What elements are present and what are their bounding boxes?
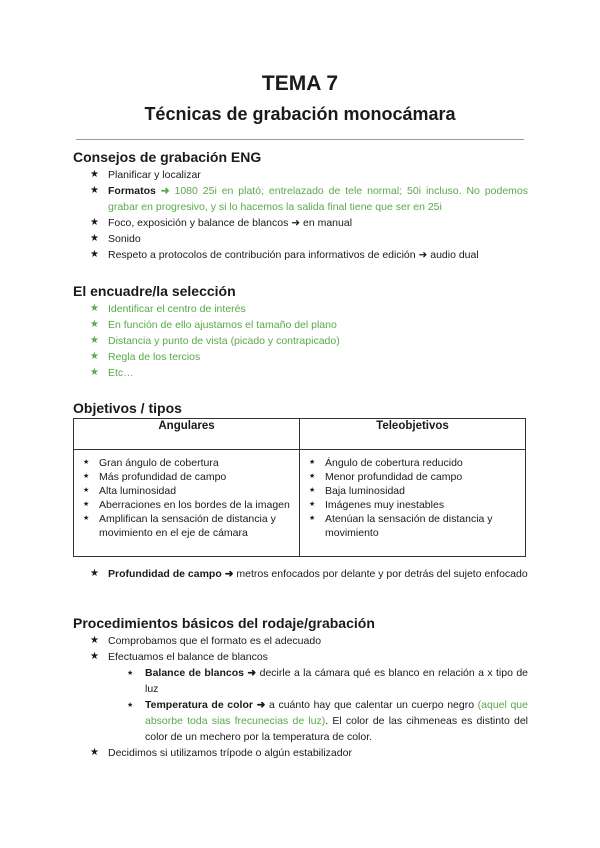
star-bullet-icon: ★ [90,367,99,378]
list-item: ★ Menor profundidad de campo [309,471,463,483]
bullet-icon: ★ [83,501,90,508]
list-item: ★ Distancia y punto de vista (picado y contrapicado) [90,335,340,347]
bullet-icon: ★ [309,501,316,508]
list-item: ★ Planificar y localizar [90,169,201,181]
section-heading-eng: Consejos de grabación ENG [73,149,262,165]
small-star-bullet-icon: ★ [127,702,134,709]
list-item: ★ En función de ello ajustamos el tamaño del plano [90,319,337,331]
list-item: ★ Profundidad de campo ➜ metros enfocados por delante y por detrás del sujeto enfocado [90,568,528,580]
title-divider [76,139,524,140]
lens-types-table [73,418,526,557]
depth-of-field-note [90,566,528,582]
framing-list [90,301,528,381]
list-item: ★ Baja luminosidad [309,485,405,497]
list-item: ★ Regla de los tercios [90,351,201,363]
table-cell-teleobjetivos [300,450,526,557]
list-item: ★ Aberraciones en los bordes de la imagen [83,499,290,511]
list-item: ★ Respeto a protocolos de contribución para informativos de edición ➜ audio dual [90,249,479,261]
star-bullet-icon: ★ [90,568,99,579]
bullet-icon: ★ [83,515,90,522]
list-item: ★ Temperatura de color ➜ a cuánto hay que calentar un cuerpo negro (aquel que absorbe toda sias frecunecias de luz). El color de las cihmeneas es distinto del color de un mechero por la temperatura de color. [127,699,528,743]
list-item: ★ Etc… [90,367,134,379]
white-balance-sublist [127,665,528,745]
star-bullet-icon: ★ [90,351,99,362]
list-item: ★ Efectuamos el balance de blancos ★ Balance de blancos ➜ decirle a la cámara qué es blanco en relación a x tipo de luz ★ Temperatura de color ➜ a cuánto hay que calentar un cuerpo negro (aquel que absorbe toda sias frecunecias de luz). El color de las cihmeneas es distinto del color de un mechero por la temperatura de color. [90,651,529,743]
list-item: ★ Gran ángulo de cobertura [83,457,219,469]
table-header-angulares: Angulares [74,419,300,450]
star-bullet-icon: ★ [90,249,99,260]
list-item: ★ Foco, exposición y balance de blancos ➜ en manual [90,217,353,229]
star-bullet-icon: ★ [90,335,99,346]
section-heading-procedimientos: Procedimientos básicos del rodaje/grabación [73,615,375,631]
star-bullet-icon: ★ [90,635,99,646]
arrow-icon: ➜ [247,667,257,679]
eng-tips-list [90,167,528,263]
bullet-icon: ★ [309,487,316,494]
table-cell-angulares [74,450,300,557]
list-item: ★ Alta luminosidad [83,485,177,497]
list-item: ★ Formatos ➜ 1080 25i en plató; entrelazado de tele normal; 50i incluso. No podemos grabar en progresivo, y si lo hacemos la salida final tiene que ser en 25i [90,185,528,213]
small-star-bullet-icon: ★ [127,670,134,677]
section-heading-encuadre: El encuadre/la selección [73,283,236,299]
star-bullet-icon: ★ [90,185,99,196]
star-bullet-icon: ★ [90,319,99,330]
arrow-icon: ➜ [224,568,234,580]
list-item: ★ Sonido [90,233,141,245]
arrow-icon: ➜ [160,185,170,197]
bullet-icon: ★ [83,487,90,494]
list-item: ★ Ángulo de cobertura reducido [309,457,463,469]
table-header-teleobjetivos: Teleobjetivos [300,419,526,450]
bullet-icon: ★ [309,473,316,480]
list-item: ★ Comprobamos que el formato es el adecuado [90,635,322,647]
page-title: TEMA 7 [261,72,339,95]
bullet-icon: ★ [309,515,316,522]
list-item: ★ Más profundidad de campo [83,471,227,483]
list-item: ★ Amplifican la sensación de distancia y movimiento en el eje de cámara [83,513,276,539]
list-item: ★ Identificar el centro de interés [90,303,246,315]
list-item: ★ Atenúan la sensación de distancia y movimiento [309,513,493,539]
bullet-icon: ★ [83,473,90,480]
page-subtitle: Técnicas de grabación monocámara [144,104,456,124]
star-bullet-icon: ★ [90,651,99,662]
arrow-icon: ➜ [256,699,266,711]
star-bullet-icon: ★ [90,217,99,228]
list-item: ★ Imágenes muy inestables [309,499,445,511]
procedures-list [90,633,528,761]
bullet-icon: ★ [83,459,90,466]
star-bullet-icon: ★ [90,169,99,180]
section-heading-objetivos: Objetivos / tipos [73,400,182,416]
star-bullet-icon: ★ [90,303,99,314]
bullet-icon: ★ [309,459,316,466]
star-bullet-icon: ★ [90,747,99,758]
list-item: ★ Balance de blancos ➜ decirle a la cámara qué es blanco en relación a x tipo de luz [127,667,529,695]
star-bullet-icon: ★ [90,233,99,244]
list-item: ★ Decidimos si utilizamos trípode o algún estabilizador [90,747,352,759]
